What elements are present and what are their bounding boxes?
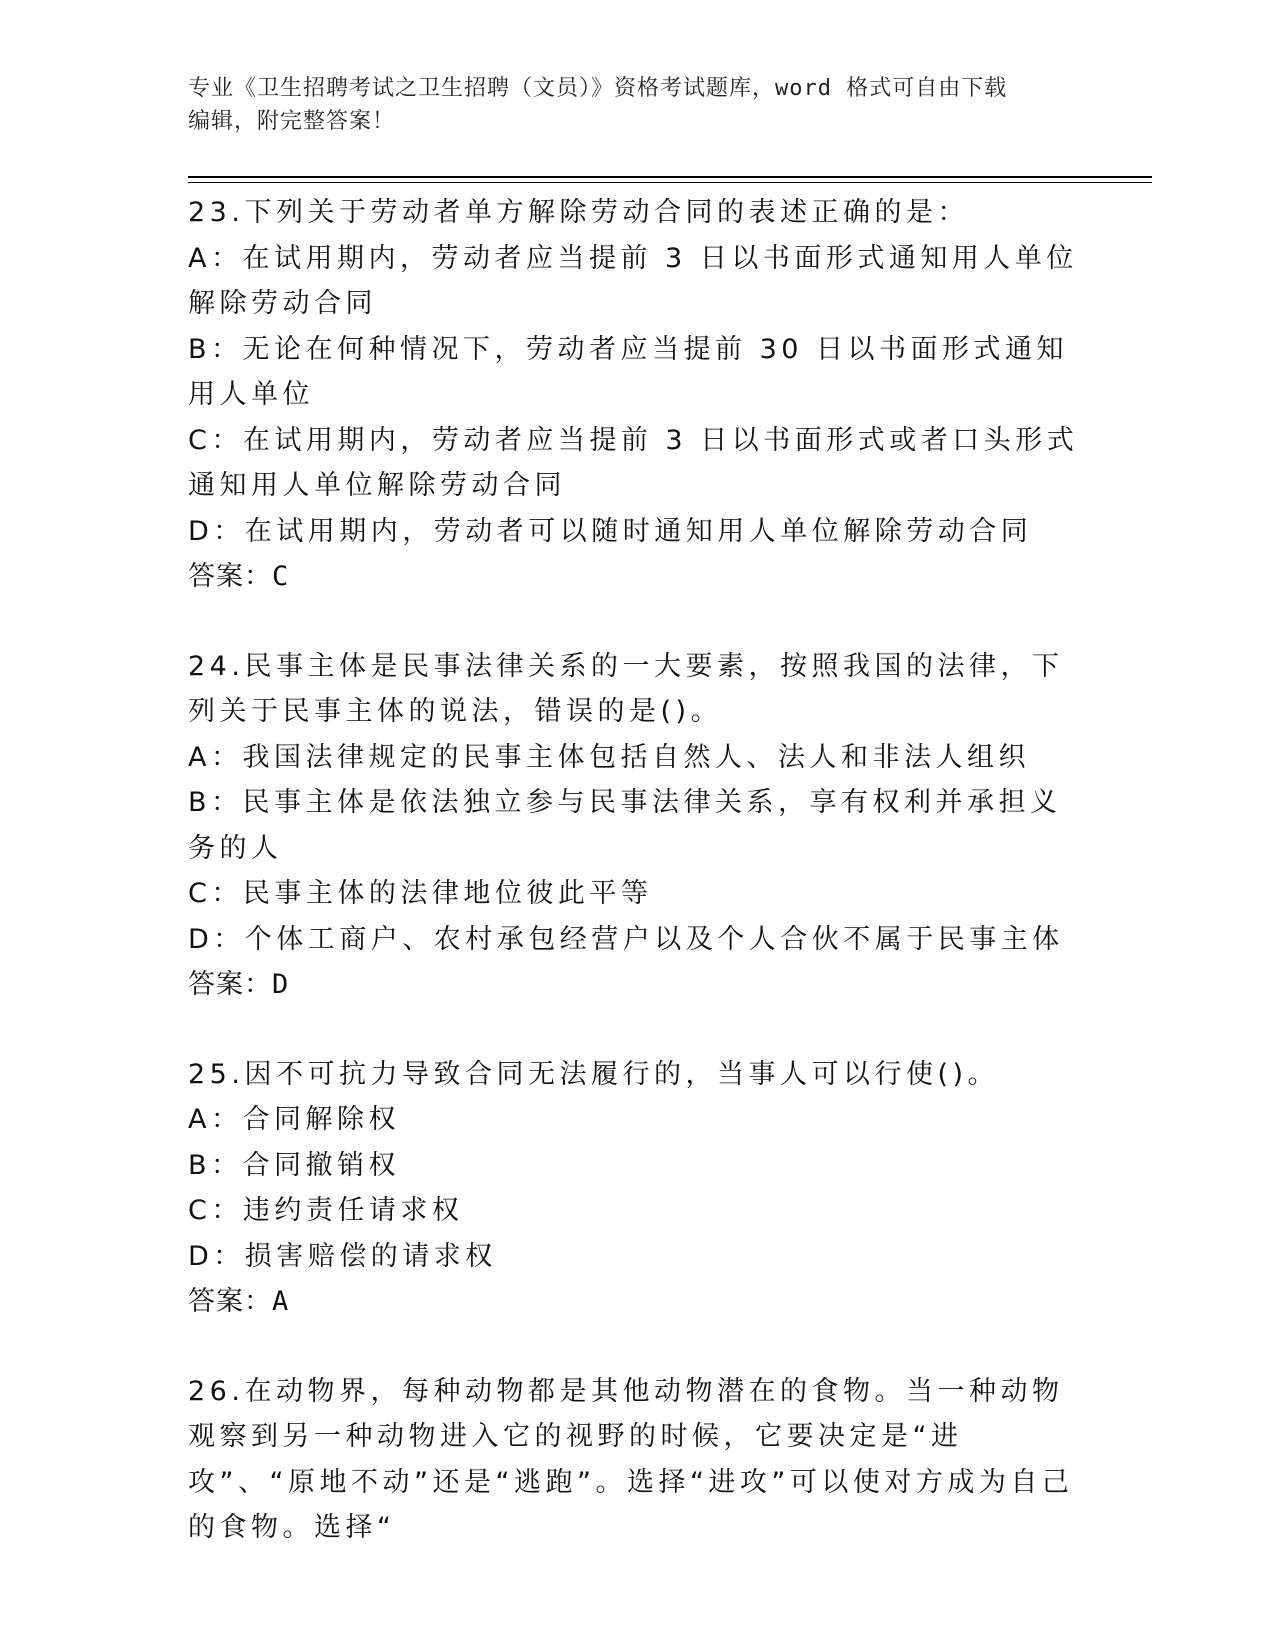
option-d: D：损害赔偿的请求权 xyxy=(188,1240,497,1272)
header-line-2: 编辑，附完整答案！ xyxy=(188,109,396,134)
document-header xyxy=(188,72,1108,138)
option-c: C：在试用期内，劳动者应当提前 3 日以书面形式或者口头形式通知用人单位解除劳动合同 xyxy=(188,424,1079,501)
answer-line xyxy=(188,962,1088,1008)
option-b: B：民事主体是依法独立参与民事法律关系，享有权利并承担义务的人 xyxy=(188,787,1062,864)
header-divider-thin xyxy=(188,182,1152,183)
answer-label: 答案： xyxy=(188,561,272,592)
option-a: A：在试用期内，劳动者应当提前 3 日以书面形式通知用人单位解除劳动合同 xyxy=(188,242,1078,319)
answer-line xyxy=(188,1279,1088,1325)
header-divider-thick xyxy=(188,176,1152,178)
question-item xyxy=(188,1369,1088,1551)
option-d: D：个体工商户、农村承包经营户以及个人合伙不属于民事主体 xyxy=(188,923,1064,955)
option-b: B：无论在何种情况下，劳动者应当提前 30 日以书面形式通知用人单位 xyxy=(188,333,1069,410)
question-stem: 26.在动物界，每种动物都是其他动物潜在的食物。当一种动物观察到另一种动物进入它的视野的时候，它要决定是“进攻”、“原地不动”还是“逃跑”。选择“进攻”可以使对方成为自己的食物。选择“ xyxy=(188,1375,1074,1543)
question-item xyxy=(188,190,1088,600)
option-c: C：违约责任请求权 xyxy=(188,1195,464,1226)
option-a: A：合同解除权 xyxy=(188,1104,400,1135)
answer-line xyxy=(188,554,1088,600)
option-d: D：在试用期内，劳动者可以随时通知用人单位解除劳动合同 xyxy=(188,515,1033,547)
answer-value: A xyxy=(272,1286,290,1317)
answer-label: 答案： xyxy=(188,969,272,1000)
question-stem: 23.下列关于劳动者单方解除劳动合同的表述正确的是： xyxy=(188,197,969,228)
question-item xyxy=(188,644,1088,1008)
answer-label: 答案： xyxy=(188,1286,272,1317)
question-list xyxy=(188,190,1088,1595)
question-stem: 25.因不可抗力导致合同无法履行的，当事人可以行使()。 xyxy=(188,1058,1000,1090)
option-a: A：我国法律规定的民事主体包括自然人、法人和非法人组织 xyxy=(188,741,1030,773)
option-c: C：民事主体的法律地位彼此平等 xyxy=(188,878,653,909)
header-line-1: 专业《卫生招聘考试之卫生招聘（文员）》资格考试题库，word 格式可自由下载 xyxy=(188,76,1008,101)
option-b: B：合同撤销权 xyxy=(188,1149,401,1181)
question-stem: 24.民事主体是民事法律关系的一大要素，按照我国的法律，下列关于民事主体的说法，错误的是()。 xyxy=(188,650,1064,727)
answer-value: D xyxy=(272,969,290,1000)
question-item xyxy=(188,1052,1088,1325)
answer-value: C xyxy=(272,561,290,592)
